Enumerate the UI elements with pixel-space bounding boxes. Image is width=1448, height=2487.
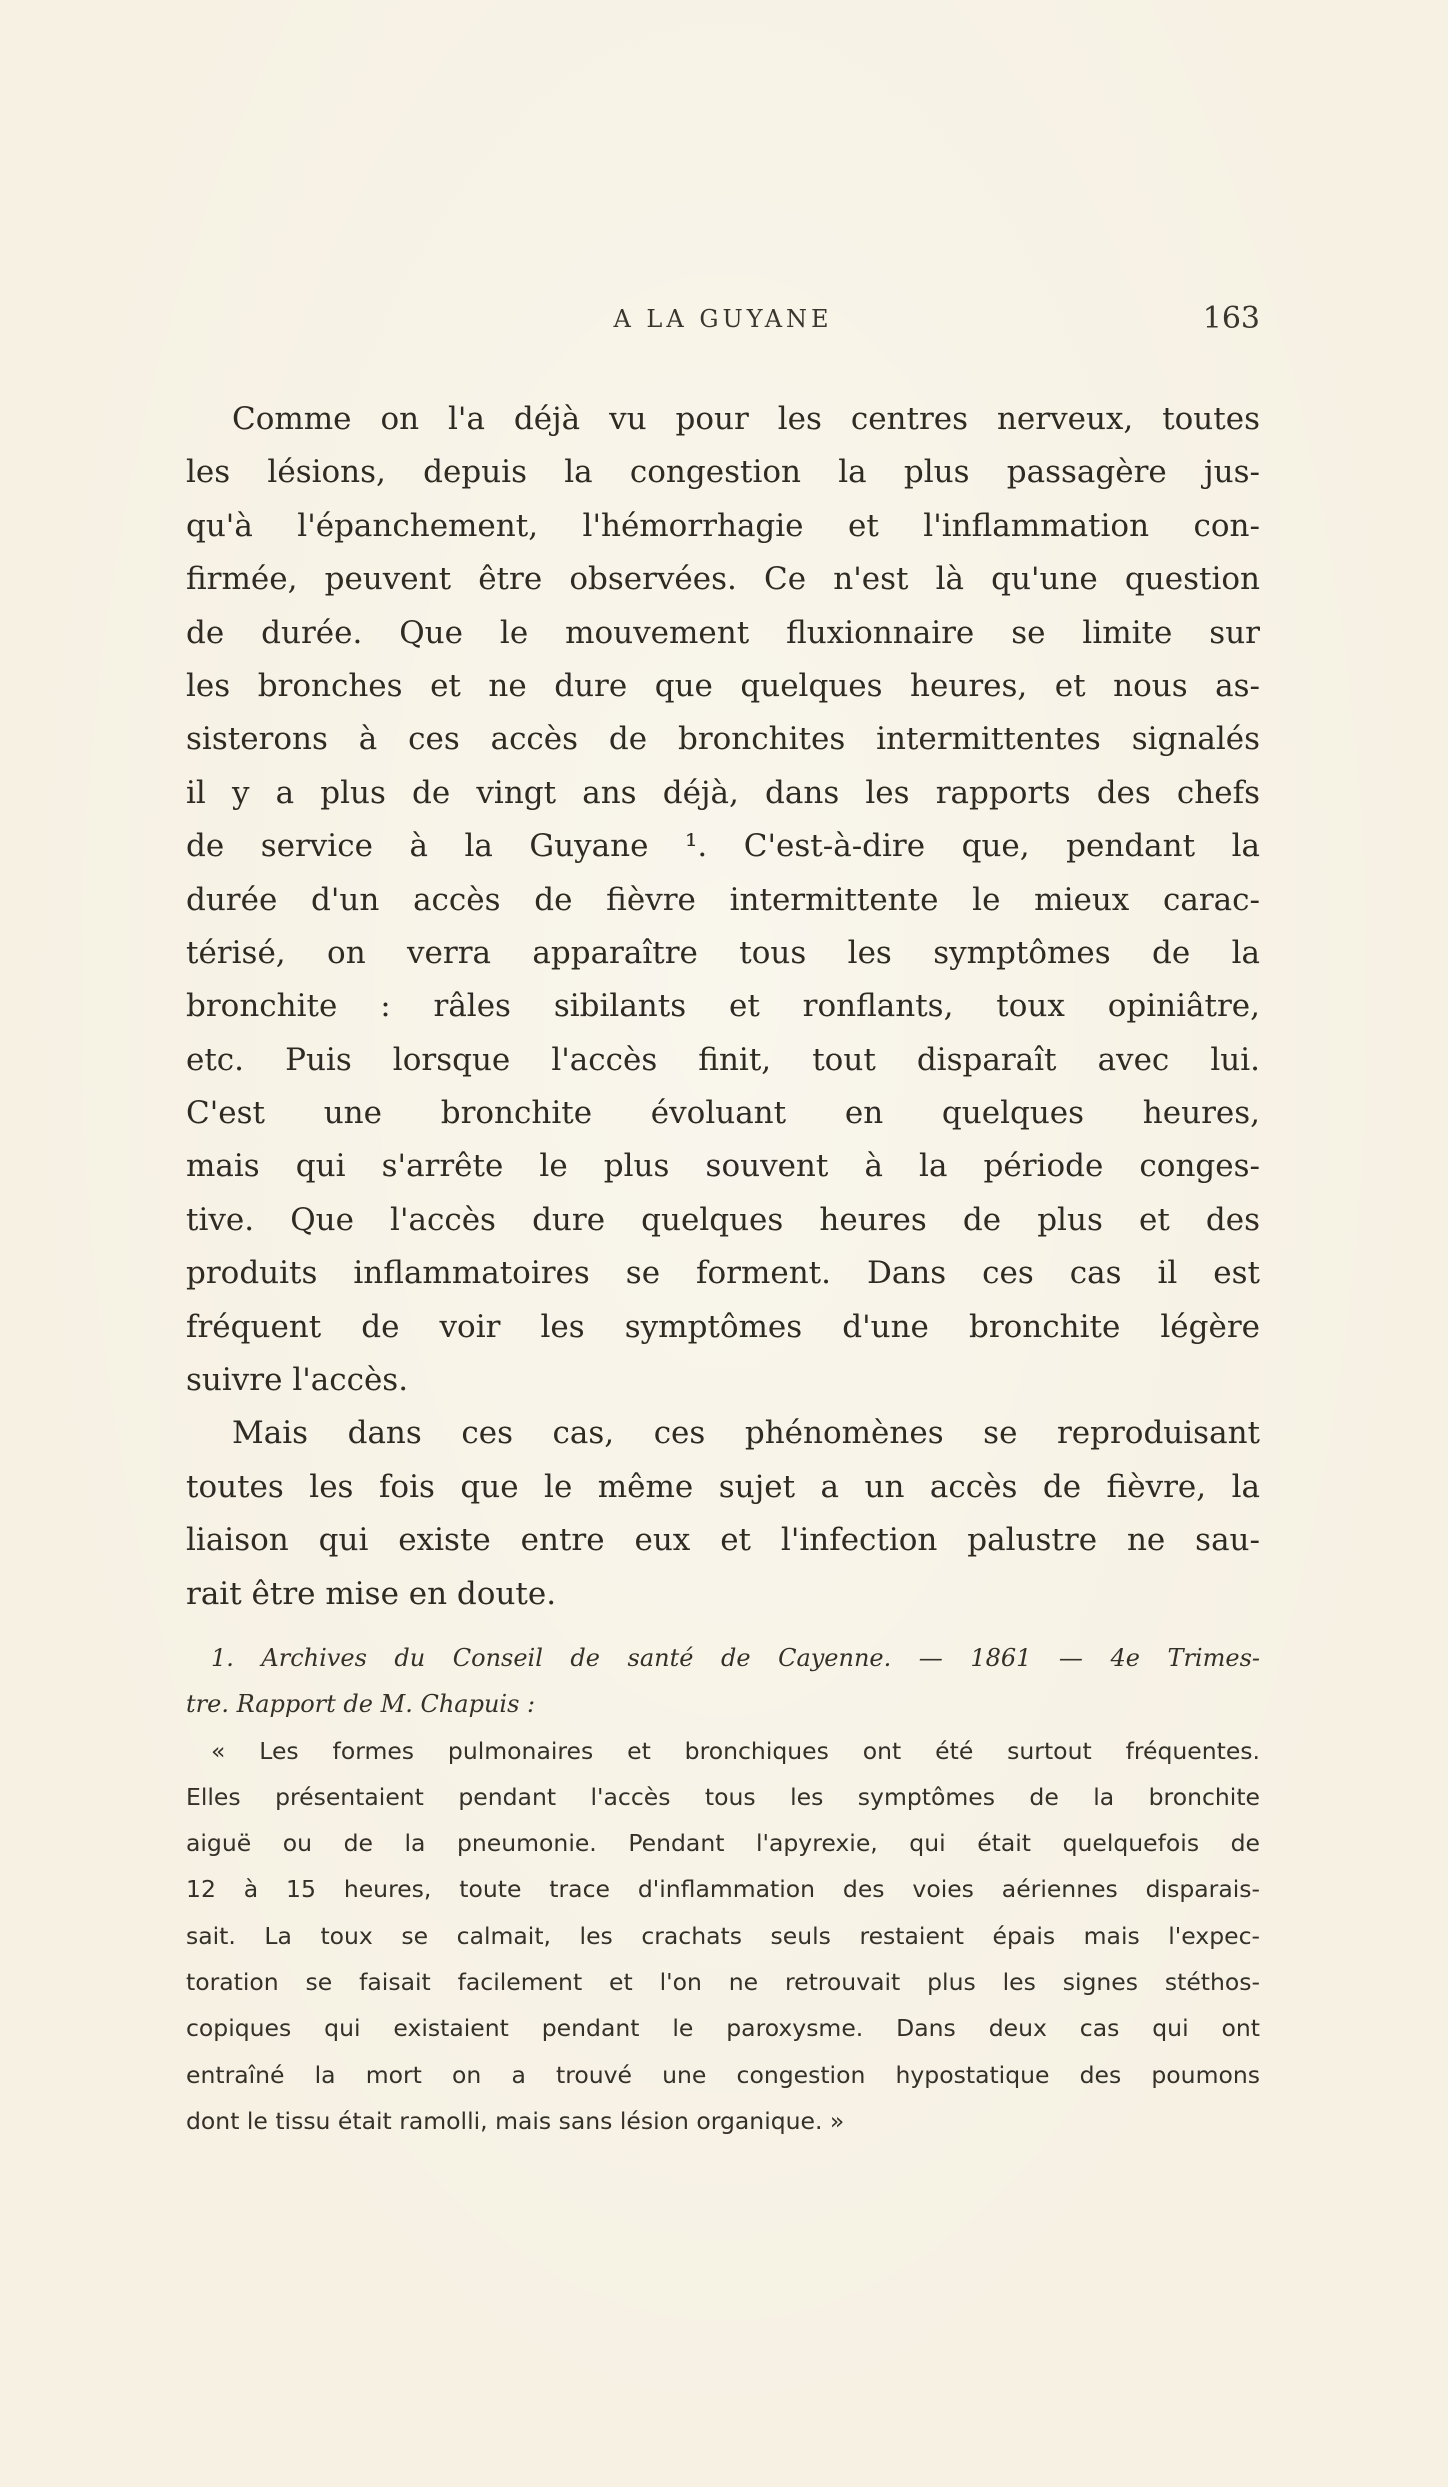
text-line: de durée. Que le mouvement fluxionnaire se limite sur xyxy=(186,614,1260,651)
text-line: sisterons à ces accès de bronchites intermittentes signalés xyxy=(186,721,1260,758)
text-line: C'est une bronchite évoluant en quelques heures, xyxy=(186,1095,1260,1132)
text-line: toutes les fois que le même sujet a un accès de fièvre, la xyxy=(186,1468,1260,1505)
text-line: tive. Que l'accès dure quelques heures de plus et des xyxy=(186,1201,1260,1238)
footnote-line: entraîné la mort on a trouvé une congestion hypostatique des poumons xyxy=(186,2060,1260,2089)
text-line: qu'à l'épanchement, l'hémorrhagie et l'inflammation con- xyxy=(186,507,1260,544)
text-line: térisé, on verra apparaître tous les symptômes de la xyxy=(186,934,1260,971)
text-line: liaison qui existe entre eux et l'infection palustre ne sau- xyxy=(186,1522,1260,1559)
text-line: suivre l'accès. xyxy=(186,1362,409,1399)
text-line: rait être mise en doute. xyxy=(186,1575,557,1612)
main-text xyxy=(186,393,1260,1621)
footnote-line: 1. Archives du Conseil de santé de Cayenne. — 1861 — 4e Trimes- xyxy=(211,1644,1260,1672)
text-line: bronchite : râles sibilants et ronflants, toux opiniâtre, xyxy=(186,988,1260,1025)
text-line: il y a plus de vingt ans déjà, dans les rapports des chefs xyxy=(186,774,1260,811)
footnote-line: sait. La toux se calmait, les crachats seuls restaient épais mais l'expec- xyxy=(186,1921,1260,1950)
text-line: les bronches et ne dure que quelques heures, et nous as- xyxy=(186,667,1260,704)
text-line: etc. Puis lorsque l'accès finit, tout disparaît avec lui. xyxy=(186,1041,1260,1078)
running-title: A LA GUYANE xyxy=(613,305,833,333)
page-number: 163 xyxy=(1202,301,1260,336)
footnote-line: Elles présentaient pendant l'accès tous les symptômes de la bronchite xyxy=(186,1782,1260,1811)
footnote-line: dont le tissu était ramolli, mais sans lésion organique. » xyxy=(186,2106,845,2135)
text-line: mais qui s'arrête le plus souvent à la période conges- xyxy=(186,1148,1260,1185)
text-line: produits inflammatoires se forment. Dans ces cas il est xyxy=(186,1255,1260,1292)
footnotes xyxy=(186,1635,1260,2144)
footnote-line: toration se faisait facilement et l'on ne retrouvait plus les signes stéthos- xyxy=(186,1968,1260,1997)
footnote-line: aiguë ou de la pneumonie. Pendant l'apyrexie, qui était quelquefois de xyxy=(186,1829,1260,1858)
footnote-line: copiques qui existaient pendant le paroxysme. Dans deux cas qui ont xyxy=(186,2014,1260,2043)
text-line: fréquent de voir les symptômes d'une bronchite légère xyxy=(186,1308,1260,1345)
text-line: Comme on l'a déjà vu pour les centres nerveux, toutes xyxy=(232,401,1260,437)
text-line: les lésions, depuis la congestion la plus passagère jus- xyxy=(186,454,1260,491)
text-line: durée d'un accès de fièvre intermittente le mieux carac- xyxy=(186,881,1260,918)
running-header xyxy=(186,301,1260,345)
text-line: Mais dans ces cas, ces phénomènes se reproduisant xyxy=(232,1415,1260,1452)
text-line: de service à la Guyane ¹. C'est-à-dire que, pendant la xyxy=(186,828,1260,865)
text-line: firmée, peuvent être observées. Ce n'est là qu'une question xyxy=(186,561,1260,598)
footnote-line: « Les formes pulmonaires et bronchiques ont été surtout fréquentes. xyxy=(211,1736,1260,1765)
footnote-line: tre. Rapport de M. Chapuis : xyxy=(186,1690,536,1719)
footnote-line: 12 à 15 heures, toute trace d'inflammation des voies aériennes disparais- xyxy=(186,1875,1260,1904)
